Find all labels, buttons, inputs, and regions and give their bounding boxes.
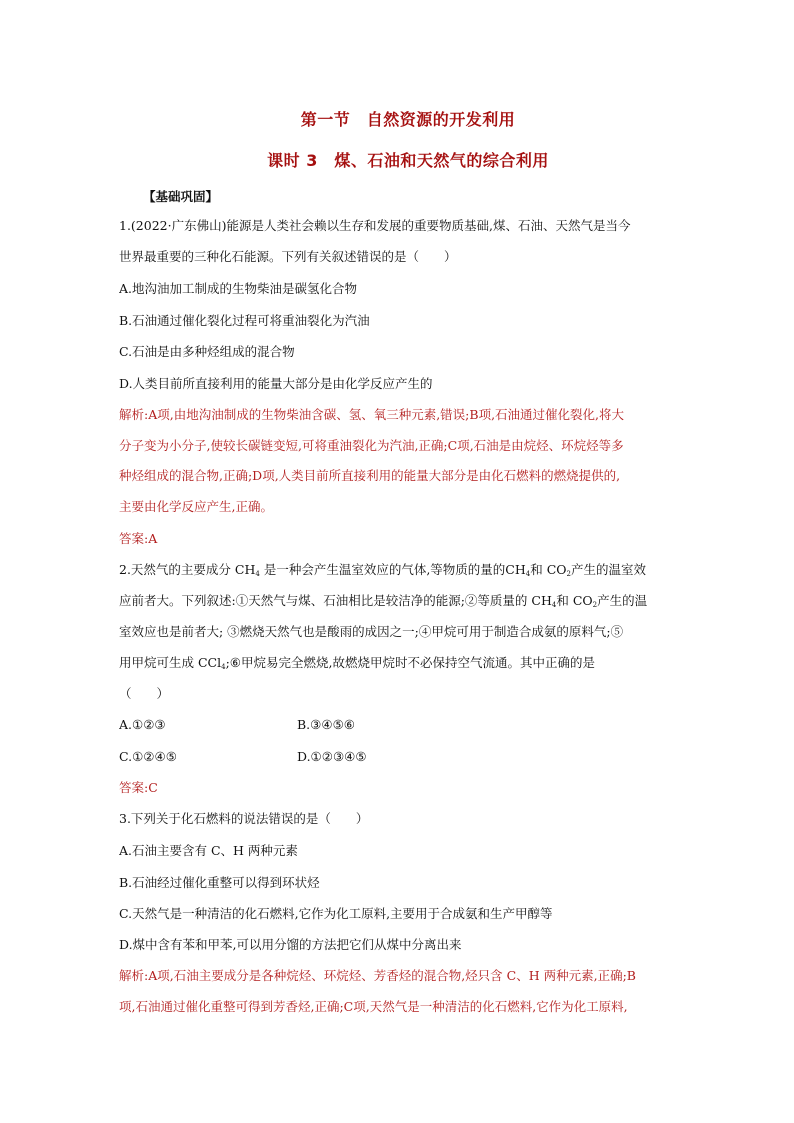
q1-analysis-line2: 分子变为小分子,使较长碳链变短,可将重油裂化为汽油,正确;C项,石油是由烷烃、环烷烃等多 — [119, 438, 624, 453]
page-subtitle: 课时 3 煤、石油和天然气的综合利用 — [267, 151, 549, 170]
q2-stem-line4: 用甲烷可生成 CCl$_4$;⑥甲烷易完全燃烧,故燃烧甲烷时不必保持空气流通。其中正确的是 — [119, 655, 595, 671]
q1-analysis-line3: 种烃组成的混合物,正确;D项,人类目前所直接利用的能量大部分是由化石燃料的燃烧提供的, — [119, 468, 621, 483]
q2-option-c: C.①②④⑤ — [119, 749, 177, 764]
q3-stem: 3.下列关于化石燃料的说法错误的是（ ） — [119, 811, 369, 826]
q2-option-d: D.①②③④⑤ — [297, 749, 367, 764]
q3-option-b: B.石油经过催化重整可以得到环状烃 — [119, 875, 320, 890]
q3-analysis-line1: 解析:A项,石油主要成分是各种烷烃、环烷烃、芳香烃的混合物,烃只含 C、H 两种元素,正确;B — [119, 968, 636, 983]
q3-option-c: C.天然气是一种清洁的化石燃料,它作为化工原料,主要用于合成氨和生产甲醇等 — [119, 906, 553, 921]
q2-option-b: B.③④⑤⑥ — [297, 717, 355, 732]
q1-option-a: A.地沟油加工制成的生物柴油是碳氢化合物 — [119, 281, 358, 296]
q1-stem-line2: 世界最重要的三种化石能源。下列有关叙述错误的是（ ） — [119, 249, 457, 264]
q2-stem-line5: （ ） — [119, 686, 170, 701]
q2-option-a: A.①②③ — [119, 717, 166, 732]
q1-analysis-line1: 解析:A项,由地沟油制成的生物柴油含碳、氢、氧三种元素,错误;B项,石油通过催化裂化,将大 — [119, 407, 625, 422]
q1-option-c: C.石油是由多种烃组成的混合物 — [119, 344, 295, 359]
q1-option-d: D.人类目前所直接利用的能量大部分是由化学反应产生的 — [119, 376, 433, 391]
q2-stem-line1: 2.天然气的主要成分 $CH_4$ 是一种会产生温室效应的气体,等物质的量的$CH_4$和 $CO_2$产生的温室效 — [119, 562, 647, 578]
q1-analysis-line4: 主要由化学反应产生,正确。 — [119, 499, 273, 514]
q3-analysis-line2: 项,石油通过催化重整可得到芳香烃,正确;C项,天然气是一种清洁的化石燃料,它作为化工原料, — [119, 999, 628, 1014]
page-title: 第一节 自然资源的开发利用 — [300, 110, 516, 129]
q2-stem-line2: 应前者大。下列叙述:①天然气与煤、石油相比是较洁净的能源;②等质量的 $CH_4$和 $CO_2$产生的温 — [119, 593, 648, 609]
q3-option-d: D.煤中含有苯和甲苯,可以用分馏的方法把它们从煤中分离出来 — [119, 937, 462, 952]
q1-option-b: B.石油通过催化裂化过程可将重油裂化为汽油 — [119, 313, 370, 328]
q2-stem-line3: 室效应也是前者大; ③燃烧天然气也是酸雨的成因之一;④甲烷可用于制造合成氨的原料气;⑤ — [119, 624, 624, 639]
q1-stem-line1: 1.(2022·广东佛山)能源是人类社会赖以生存和发展的重要物质基础,煤、石油、天然气是当今 — [119, 218, 631, 233]
q1-answer: 答案:A — [119, 531, 158, 546]
q2-answer: 答案:C — [119, 780, 158, 795]
section-heading: 【基础巩固】 — [143, 189, 219, 204]
q3-option-a: A.石油主要含有 C、H 两种元素 — [119, 843, 298, 858]
